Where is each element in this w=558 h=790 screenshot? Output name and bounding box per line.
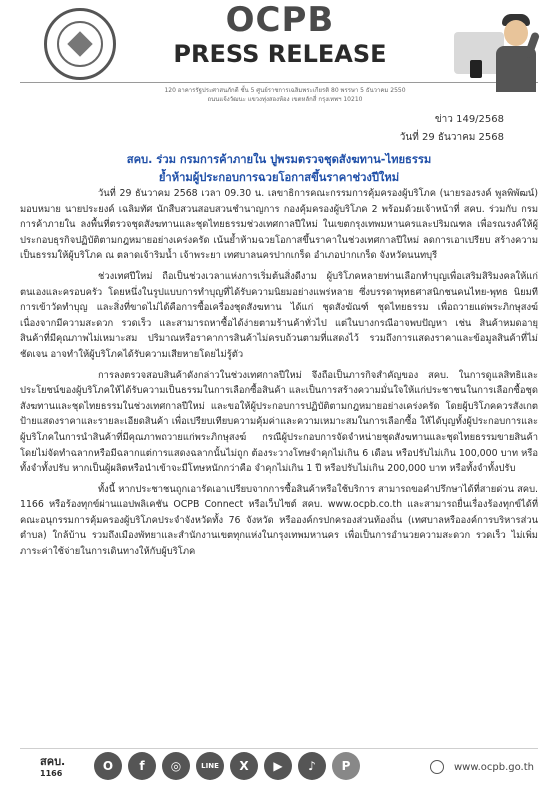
seal-emblem (67, 31, 92, 56)
hotline-number: 1166 (40, 769, 63, 778)
paragraph: การลงตรวจสอบสินค้าดังกล่าวในช่วงเทศกาลปีใหม่ จึงถือเป็นภารกิจสำคัญของ สคบ. ในการดูแลสิทธิและประโยชน์ของผู้บริโภคให้ได้รับความเป็นธรรมในการเลือกซื้อสินค้า และเป็นการสร้างความมั่นใจให้แก่ประชาชนในการเลือกซื้อชุดสังฆทานและชุดไทยธรรมในช่วงเทศกาลปีใหม่ และขอให้ผู้ประกอบการปฏิบัติตามกฎหมายอย่างเคร่งครัด โดยผู้บริโภคควรสังเกตป้ายแสดงราคาและรายละเอียดสินค้า เพื่อเปรียบเทียบความคุ้มค่าและความเหมาะสมในการเลือกซื้อ ให้ได้บุญทั้งผู้ประกอบการและผู้บริโภคในการนำสินค้าที่มีคุณภาพถวายแก่พระภิกษุสงฆ์ กรณีผู้ประกอบการจัดจำหน่ายชุดสังฆทานและชุดไทยธรรมขายสินค้าโดยไม่จัดทำฉลากหรือมีฉลากแต่การแสดงฉลากนั้นไม่ถูก ต้องระวางโทษจำคุกไม่เกิน 6 เดือน หรือปรับไม่เกิน 100,000 บาท หรือทั้งจำทั้งปรับ หากเป็นผู้ผลิตหรือนำเข้าจะมีโทษหนักกว่าคือ จำคุกไม่เกิน 1 ปี หรือปรับไม่เกิน 200,000 บาท หรือทั้งจำทั้งปรับ (20, 369, 538, 475)
page-footer (0, 748, 558, 790)
instagram-icon[interactable]: ◎ (162, 752, 190, 780)
headline-line-1: สคบ. ร่วม กรมการค้าภายใน ปูพรมตรวจชุดสังฆทาน-ไทยธรรม (126, 153, 432, 166)
line-icon[interactable]: LINE (196, 752, 224, 780)
mascot-illustration (446, 2, 546, 94)
website-link[interactable]: www.ocpb.go.th (453, 762, 534, 773)
facebook-icon[interactable]: f (128, 752, 156, 780)
brand-name: สคบ. (40, 755, 66, 768)
paragraph: ทั้งนี้ หากประชาชนถูกเอารัดเอาเปรียบจากการซื้อสินค้าหรือใช้บริการ สามารถขอคำปรึกษาได้ที่สายด่วน สคบ. 1166 หรือร้องทุกข์ผ่านแอปพลิเคชัน OCPB Connect หรือเว็บไซต์ สคบ. www.ocpb.co.th และสามารถยื่นเรื่องร้องทุกข์ได้ที่ คณะอนุกรรมการคุ้มครองผู้บริโภคประจำจังหวัดทั้ง 76 จังหวัด หรือองค์กรปกครองส่วนท้องถิ่น (เทศบาลหรือองค์การบริหารส่วนตำบล) ใกล้บ้าน รวมถึงเมืองพัทยาและสำนักงานเขตทุกแห่งในกรุงเทพมหานคร เพื่อเป็นการอำนวยความสะดวก รวดเร็ว ไม่เพิ่มภาระค่าใช้จ่ายในการเดินทางให้กับผู้บริโภค (20, 483, 538, 558)
ocpb-seal-logo (44, 8, 116, 80)
paragraph: วันที่ 29 ธันวาคม 2568 เวลา 09.30 น. เลขาธิการคณะกรรมการคุ้มครองผู้บริโภค (นายรองรงค์ พูลพิพัฒน์) มอบหมาย นายประยงค์ เฉลิมทัศ นักสืบสวนสอบสวนชำนาญการ กองคุ้มครองผู้บริโภค 2 พร้อมด้วยเจ้าหน้าที่ สคบ. ร่วมกับ กรมการค้าภายใน ลงพื้นที่ตรวจชุดสังฆทานและชุดไทยธรรมช่วงเทศกาลปีใหม่ ในเขตกรุงเทพมหานครและปริมณฑล เพื่อรณรงค์ให้ผู้ประกอบธุรกิจปฏิบัติตามกฎหมายอย่างเคร่งครัด เน้นย้ำห้ามฉวยโอกาสขึ้นราคาในช่วงเทศกาลปีใหม่ ลดการเอาเปรียบ สร้างความเป็นธรรมให้ผู้บริโภค ณ ตลาดเจ้าริมน้ำ เจ้าพระยา เทศบาลนครปากเกร็ด อำเภอปากเกร็ด จังหวัดนนทบุรี (20, 188, 538, 262)
globe-icon (430, 760, 444, 774)
youtube-icon[interactable]: ▶ (264, 752, 292, 780)
footer-divider (20, 748, 538, 749)
mascot-head (504, 20, 528, 46)
page-header (0, 0, 558, 110)
article-body (20, 186, 538, 565)
tiktok-icon[interactable]: ♪ (298, 752, 326, 780)
news-number: ข่าว 149/2568 (434, 114, 504, 125)
pantip-icon[interactable]: P (332, 752, 360, 780)
address-line-2: ถนนแจ้งวัฒนะ แขวงทุ่งสองห้อง เขตหลักสี่ กรุงเทพฯ 10210 (207, 96, 363, 103)
header-title: OCPB (225, 0, 335, 40)
x-icon[interactable]: X (230, 752, 258, 780)
headline-line-2: ย้ำห้ามผู้ประกอบการฉวยโอกาสขึ้นราคาช่วงปีใหม่ (158, 171, 400, 184)
phone-illustration (470, 60, 482, 78)
ocpb-icon[interactable]: O (94, 752, 122, 780)
footer-brand (40, 756, 65, 780)
address-line-1: 120 อาคารรัฐประศาสนภักดี ชั้น 5 ศูนย์ราชการเฉลิมพระเกียรติ 80 พรรษา 5 ธันวาคม 2550 (164, 87, 406, 94)
paragraph: ช่วงเทศปีใหม่ ถือเป็นช่วงเวลาแห่งการเริ่มต้นสิ่งดีงาม ผู้บริโภคหลายท่านเลือกทำบุญเพื่อเสริมสิริมงคลให้แก่ตนเองและครอบครัว โดยหนึ่งในรูปแบบการทำบุญที่ได้รับความนิยมอย่างแพร่หลาย ซึ่งบรรดาพุทธศาสนิกชนคนไทย-พุทธ นิยมทีการเข้าวัดทำบุญ และสิ่งที่ขาดไม่ได้คือการซื้อเครื่องชุดสังฆทาน ได้แก่ ชุดสังฆัณฑ์ ชุดไทยธรรม เพื่อถวายแด่พระภิกษุสงฆ์ เนื่องจากมีความสะดวก รวดเร็ว และสามารถหาซื้อได้ง่ายตามร้านค้าทั่วไป แต่ในบางกรณีอาจพบปัญหา เช่น สินค้าหมดอายุ สินค้าที่มีคุณภาพไม่เหมาะสม ปริมาณหรือราคาการสินค้าไม่ครบถ้วนตามที่แสดงไว้ รวมถึงการแสดงราคาและข้อมูลสินค้าที่ไม่ชัดเจน อาจทำให้ผู้บริโภคได้รับความเสียหายโดยไม่รู้ตัว (20, 270, 538, 360)
header-subtitle: PRESS RELEASE (173, 40, 387, 68)
news-date: วันที่ 29 ธันวาคม 2568 (399, 132, 504, 143)
header-address (120, 86, 450, 104)
seal-inner-ring (57, 21, 103, 67)
